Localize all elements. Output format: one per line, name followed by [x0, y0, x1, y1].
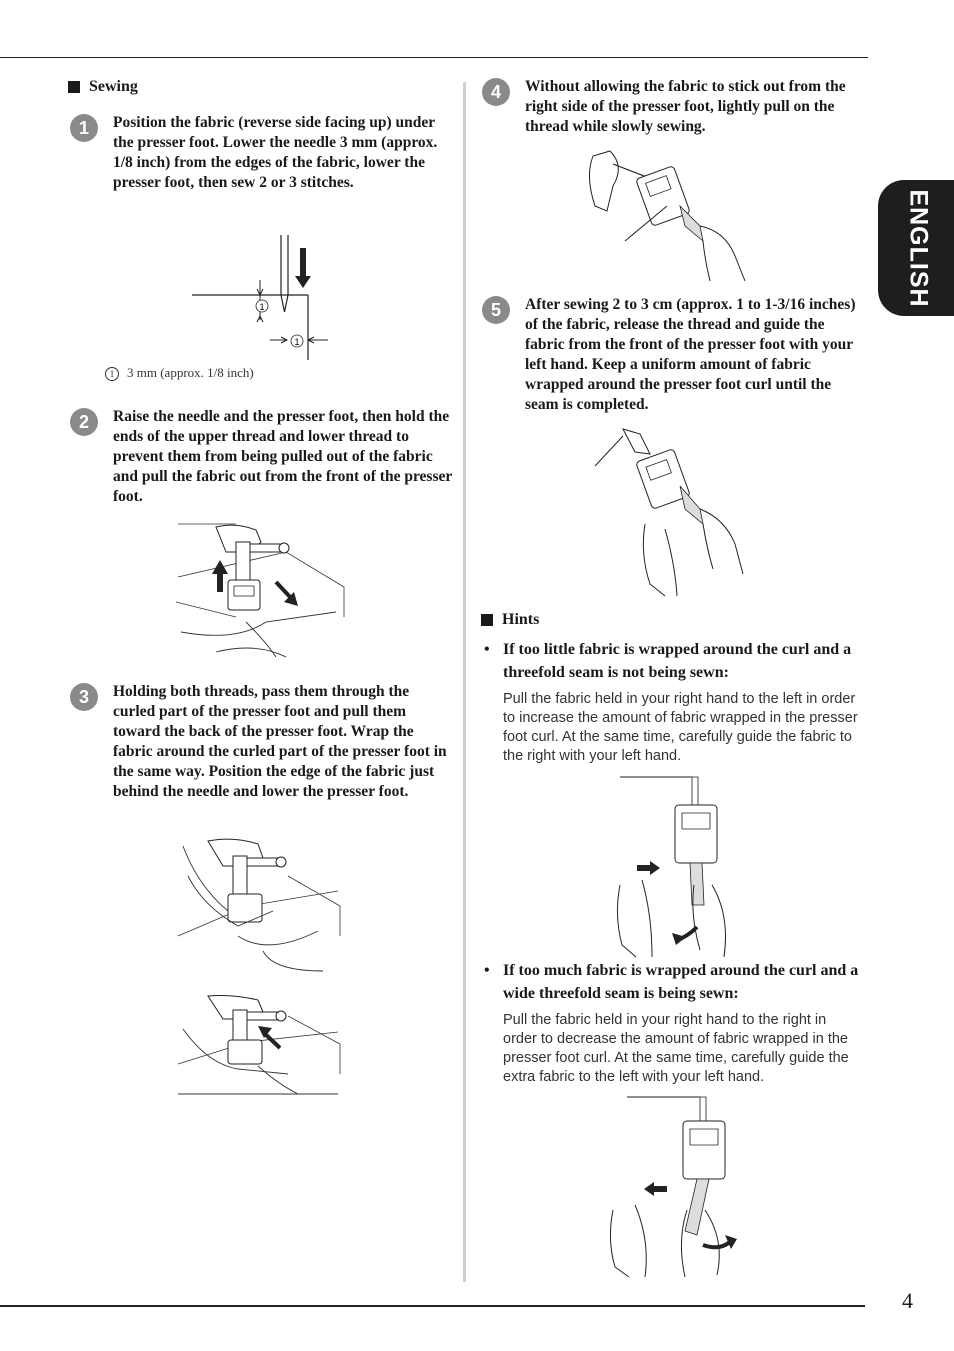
section-heading-hints: [481, 611, 539, 629]
top-rule: [0, 57, 868, 58]
step-number-1: 1: [70, 114, 98, 142]
bullet-dot-icon: •: [484, 962, 490, 979]
needle-position-diagram: [190, 230, 335, 365]
bottom-rule: [0, 1305, 865, 1307]
section-heading-sewing: [68, 78, 138, 96]
hint-2-title: [484, 959, 863, 1005]
language-tab-label: ENGLISH: [904, 188, 933, 308]
figure-1-caption: [105, 365, 254, 381]
step-2-text: Raise the needle and the presser foot, then hold the ends of the upper thread and lower thread to prevent them from being pulled out of the fabric and pull the fabric out from the front of the presser foot.: [113, 408, 452, 505]
presser-foot-illustration-step-2: [176, 522, 346, 662]
hint-2-title-text: If too much fabric is wrapped around the curl and a wide threefold seam is being sewn:: [503, 962, 859, 1002]
hint-1-illustration: [612, 775, 737, 960]
language-tab: [878, 180, 954, 316]
step-4-text: Without allowing the fabric to stick out from the right side of the presser foot, lightly pull on the thread while slowly sewing.: [525, 78, 846, 135]
step-3-text: Holding both threads, pass them through the curled part of the presser foot and pull them toward the back of the presser foot. Wrap the fabric around the curled part of the presser foot in the same way. Position the edge of the fabric just behind the needle and lower the presser foot.: [113, 683, 447, 800]
presser-foot-illustration-step-3b: [178, 994, 343, 1109]
hint-1-body: Pull the fabric held in your right hand to the left in order to increase the amount of fabric wrapped in the presser foot curl. At the same time, carefully guide the fabric to the right with your left hand.: [503, 691, 858, 764]
section-heading-label: Hints: [502, 611, 540, 628]
step-number-3: 3: [70, 683, 98, 711]
step-number-5: 5: [482, 296, 510, 324]
square-bullet-icon: [481, 614, 493, 626]
page-number: 4: [902, 1288, 913, 1313]
hint-1-title: [484, 638, 863, 684]
figure-1-callout-a: 1: [259, 302, 265, 312]
presser-foot-illustration-step-3a: [178, 836, 343, 976]
step-1-text: Position the fabric (reverse side facing up) under the presser foot. Lower the needle 3 mm (approx. 1/8 inch) from the edges of the fabric, lower the presser foot, then sew 2 or 3 stitches.: [113, 114, 438, 191]
figure-1-caption-text: 3 mm (approx. 1/8 inch): [127, 365, 254, 380]
presser-foot-illustration-step-5: [595, 424, 755, 599]
callout-number-icon: 1: [105, 367, 119, 381]
step-5-text: After sewing 2 to 3 cm (approx. 1 to 1-3/16 inches) of the fabric, release the thread and guide the fabric from the front of the presser foot with your left hand. Keep a uniform amount of fabric wrapped around the presser foot curl until the seam is completed.: [525, 296, 856, 413]
figure-1-callout-b: 1: [294, 337, 300, 347]
step-number-4: 4: [482, 78, 510, 106]
hint-2-illustration: [605, 1095, 740, 1280]
hint-2-body: Pull the fabric held in your right hand to the right in order to decrease the amount of fabric wrapped in the presser foot curl. At the same time, carefully guide the extra fabric to the left with your left hand.: [503, 1012, 849, 1085]
section-heading-label: Sewing: [89, 78, 138, 95]
presser-foot-illustration-step-4: [585, 146, 755, 286]
hint-1-title-text: If too little fabric is wrapped around the curl and a threefold seam is not being sewn:: [503, 641, 852, 681]
step-number-2: 2: [70, 408, 98, 436]
bullet-dot-icon: •: [484, 641, 490, 658]
column-divider: [463, 82, 466, 1282]
square-bullet-icon: [68, 81, 80, 93]
